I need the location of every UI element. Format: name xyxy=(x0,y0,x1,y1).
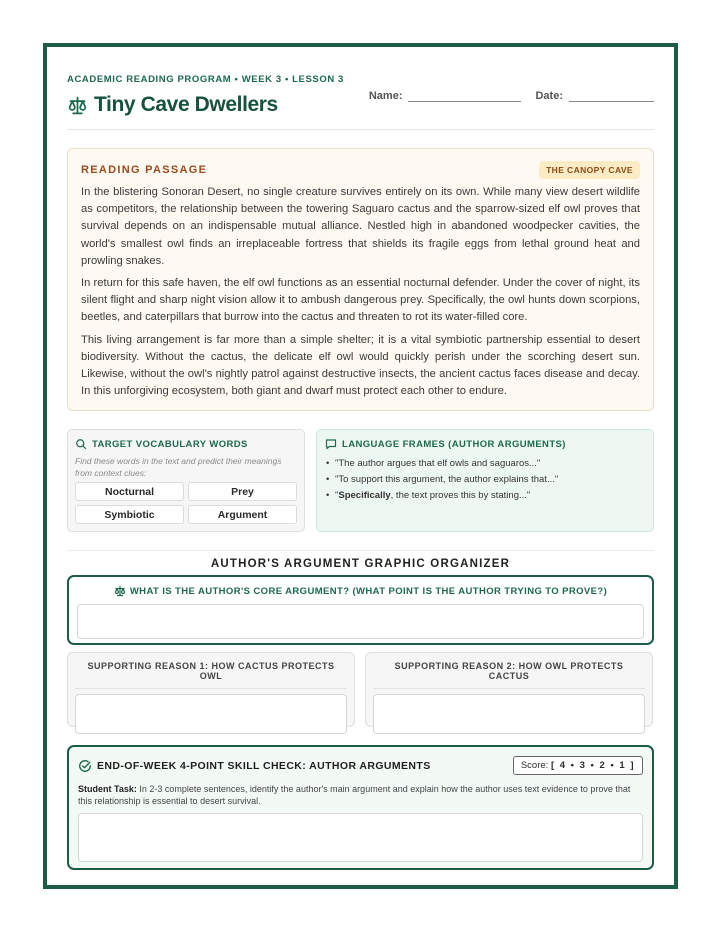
passage-paragraph: This living arrangement is far more than a simple shelter; it is a vital symbiotic partnership essential to desert biodiversity. Without the cactus, the delicate elf owl would quickly perish under the scorching desert sun. Likewise, without the owl's nightly patrol against destructive insects, the ancient cactus faces disease and decay. In this unforgiving ecosystem, both giant and dwarf must protect each other to endure. xyxy=(81,333,640,398)
vocabulary-box xyxy=(67,429,305,532)
vocabulary-words xyxy=(75,482,297,524)
reading-passage xyxy=(67,148,654,411)
language-frames-list xyxy=(325,456,645,504)
name-label: Name: xyxy=(368,90,403,102)
student-task-label: Student Task: xyxy=(78,784,137,794)
supporting-reason-2-answer-field[interactable] xyxy=(373,694,645,734)
skill-check-title: END-OF-WEEK 4-POINT SKILL CHECK: AUTHOR ARGUMENTS xyxy=(97,759,431,772)
name-line[interactable] xyxy=(408,89,521,102)
passage-badge: THE CANOPY CAVE xyxy=(539,161,640,179)
date-field[interactable] xyxy=(535,89,654,102)
page-title: Tiny Cave Dwellers xyxy=(94,93,278,116)
date-line[interactable] xyxy=(569,89,654,102)
header-divider xyxy=(67,129,654,130)
speech-bubble-icon xyxy=(325,438,337,450)
vocab-word: Prey xyxy=(188,482,297,501)
vocab-word: Symbiotic xyxy=(75,505,184,524)
supporting-reason-1-answer-field[interactable] xyxy=(75,694,347,734)
language-frames-box xyxy=(316,429,654,532)
language-frame: • "To support this argument, the author explains that..." xyxy=(325,472,645,488)
student-task-text: In 2-3 complete sentences, identify the author's main argument and explain how the author uses text evidence to prove that this relationship is essential to desert survival. xyxy=(78,784,631,806)
worksheet-content xyxy=(67,74,654,806)
program-label: ACADEMIC READING PROGRAM • WEEK 3 • LESSON 3 xyxy=(67,74,344,85)
vocabulary-title: TARGET VOCABULARY WORDS xyxy=(92,438,248,450)
passage-title: READING PASSAGE xyxy=(81,164,208,176)
score-box xyxy=(513,756,643,775)
vocab-word: Nocturnal xyxy=(75,482,184,501)
passage-paragraph: In return for this safe haven, the elf owl functions as an essential nocturnal defender. Under the cover of night, its silent flight and sharp night vision allow it to ambush dangerous prey. Specifically, the owl hunts down scorpions, beetles, and caterpillars that burrow into the cactus and threaten to rot its water-filled core. xyxy=(81,277,640,324)
worksheet xyxy=(43,43,678,889)
supporting-reason-1-box xyxy=(67,652,355,727)
language-frame: • "The author argues that elf owls and saguaros..." xyxy=(325,456,645,472)
vocab-word: Argument xyxy=(188,505,297,524)
skill-check-header xyxy=(78,756,643,775)
name-field[interactable] xyxy=(369,89,522,102)
score-scale: [ 4 • 3 • 2 • 1 ] xyxy=(550,760,635,771)
student-task xyxy=(78,784,643,807)
skill-check-answer-field[interactable] xyxy=(78,813,643,862)
supporting-reason-1-title: SUPPORTING REASON 1: HOW CACTUS PROTECTS OWL xyxy=(75,661,347,689)
supporting-reason-2-title: SUPPORTING REASON 2: HOW OWL PROTECTS CACTUS xyxy=(373,661,645,689)
student-fields xyxy=(369,89,654,102)
passage-header xyxy=(81,161,640,179)
core-argument-header xyxy=(77,585,644,597)
section-divider xyxy=(67,550,654,551)
language-frame: • "Specifically, the text proves this by stating..." xyxy=(325,488,645,504)
passage-paragraph: In the blistering Sonoran Desert, no single creature survives entirely on its own. While many view desert wildlife as competitors, the relationship between the towering Saguaro cactus and the sparrow-sized elf owl proves that survival depends on an indispensable mutual alliance. Nestled high in abandoned woodpecker cavities, the world's smallest owl finds an irreplaceable fortress that shields its fragile eggs from lethal ground heat and prowling snakes. xyxy=(81,186,640,267)
supporting-reason-2-box xyxy=(365,652,653,727)
vocabulary-header xyxy=(75,438,297,450)
core-argument-question: WHAT IS THE AUTHOR'S CORE ARGUMENT? (WHAT POINT IS THE AUTHOR TRYING TO PROVE?) xyxy=(129,585,608,597)
skill-check-title-row xyxy=(78,759,431,773)
core-argument-box xyxy=(67,575,654,645)
balance-scale-icon xyxy=(67,95,88,116)
language-frames-title: LANGUAGE FRAMES (AUTHOR ARGUMENTS) xyxy=(342,438,566,450)
skill-check-box xyxy=(67,745,654,870)
score-label: Score: xyxy=(520,760,549,771)
check-circle-icon xyxy=(78,759,92,773)
language-frames-header xyxy=(325,438,645,450)
date-label: Date: xyxy=(535,90,563,102)
search-icon xyxy=(75,438,87,450)
vocabulary-instructions: Find these words in the text and predict their meanings from context clues: xyxy=(75,456,282,478)
core-argument-answer-field[interactable] xyxy=(77,604,644,639)
organizer-title: AUTHOR'S ARGUMENT GRAPHIC ORGANIZER xyxy=(210,558,511,570)
balance-scale-icon xyxy=(114,585,126,597)
